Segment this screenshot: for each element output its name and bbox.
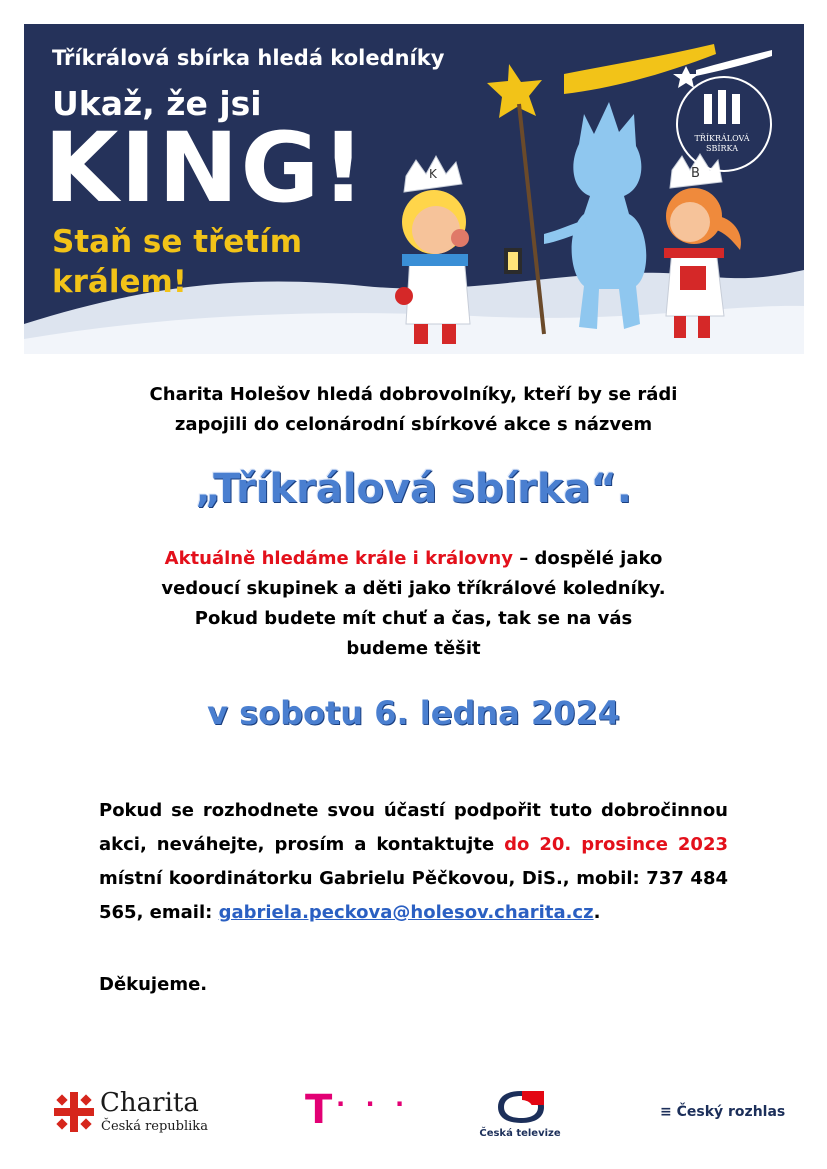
call-line: Pokud budete mít chuť a čas, tak se na vás	[194, 608, 633, 629]
contact-paragraph	[99, 794, 728, 930]
banner-king-text: KING!	[44, 112, 368, 224]
charita-logo-subtitle: Česká republika	[101, 1119, 208, 1134]
crown-letter-b: B	[691, 166, 700, 181]
charita-cross-icon	[52, 1090, 96, 1134]
banner-heading: Tříkrálová sbírka hledá koledníky	[52, 46, 445, 70]
charita-logo-name: Charita	[100, 1088, 199, 1118]
intro-paragraph	[60, 380, 767, 440]
event-date: v sobotu 6. ledna 2024	[207, 694, 620, 732]
tmobile-logo: T	[305, 1087, 333, 1133]
call-line: vedoucí skupinek a děti jako tříkrálové koledníky.	[161, 578, 666, 599]
ceska-televize-logo-icon	[496, 1089, 546, 1125]
call-line: budeme těšit	[346, 638, 481, 659]
trikralova-sbirka-logo	[676, 76, 772, 172]
ceska-televize-label: Česká televize	[479, 1128, 561, 1139]
banner-slogan-line: Ukaž, že jsi	[52, 84, 262, 123]
call-highlight: Aktuálně hledáme krále i královny	[164, 548, 513, 569]
contact-text-2: místní koordinátorku Gabrielu Pěčkovou, DiS., mobil: 737 484 565, email:	[99, 868, 728, 923]
intro-line: Charita Holešov hledá dobrovolníky, kteří by se rádi	[149, 384, 678, 405]
thanks-text: Děkujeme.	[99, 974, 208, 995]
cesky-rozhlas-logo	[660, 1104, 785, 1120]
intro-line: zapojili do celonárodní sbírkové akce s názvem	[174, 414, 653, 435]
banner	[24, 24, 804, 354]
tmobile-logo-dots: · · ·	[336, 1090, 411, 1118]
contact-end: .	[593, 902, 601, 923]
event-title: „Tříkrálová sbírka“.	[195, 466, 632, 512]
trikralova-sbirka-logo-text: TŘÍKRÁLOVÁ SBÍRKA	[694, 134, 750, 153]
contact-text: Pokud se rozhodnete svou účastí podpořit tuto dobročinnou akci, neváhejte, prosím a kontaktujte	[99, 800, 728, 855]
call-paragraph	[60, 544, 767, 664]
call-text: – dospělé jako	[512, 548, 663, 569]
cesky-rozhlas-bars-icon: ≡	[660, 1104, 677, 1120]
banner-call-line-2: králem!	[52, 264, 187, 300]
cesky-rozhlas-label: Český rozhlas	[676, 1104, 786, 1120]
banner-call-line: Staň se třetím	[52, 224, 303, 260]
contact-deadline: do 20. prosince 2023	[504, 834, 728, 855]
email-link[interactable]: gabriela.peckova@holesov.charita.cz	[218, 902, 594, 923]
crown-letter-k: K	[429, 167, 437, 181]
